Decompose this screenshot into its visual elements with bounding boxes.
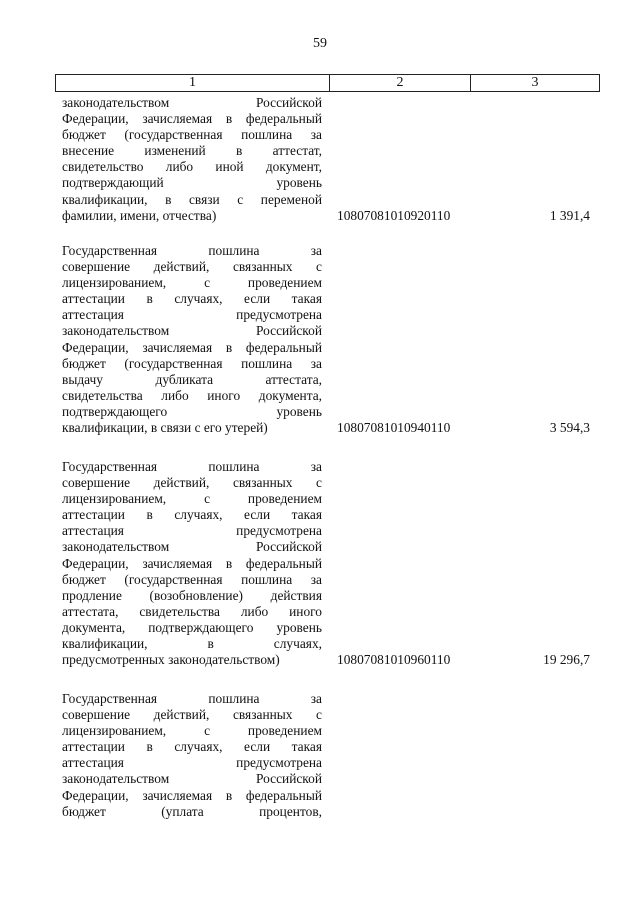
description-line: Федерации, зачисляемая в федеральный (62, 555, 322, 571)
description-line: аттестация предусмотрена (62, 523, 322, 539)
description-line: аттестации в случаях, если такая (62, 739, 322, 755)
description-line: законодательством Российской (62, 95, 322, 110)
description-line: бюджет (уплата процентов, (62, 803, 322, 819)
description-line: аттестация предусмотрена (62, 755, 322, 771)
budget-code: 10807081010960110 (337, 652, 451, 668)
row-description (62, 691, 322, 820)
amount-value: 3 594,3 (549, 420, 590, 436)
description-line: лицензированием, с проведением (62, 275, 322, 291)
budget-code: 10807081010940110 (337, 420, 451, 436)
row-description (62, 243, 322, 436)
budget-code: 10807081010920110 (337, 207, 451, 223)
description-line: документа, подтверждающего уровень (62, 619, 322, 635)
description-line: лицензированием, с проведением (62, 491, 322, 507)
description-line: аттестация предусмотрена (62, 307, 322, 323)
description-line: квалификации, в случаях, (62, 636, 322, 652)
description-line: фамилии, имени, отчества) (62, 207, 217, 223)
description-line: подтверждающий уровень (62, 175, 322, 191)
description-line: Государственная пошлина за (62, 459, 322, 474)
page-number: 59 (313, 36, 327, 51)
description-line: аттестации в случаях, если такая (62, 507, 322, 523)
description-line: совершение действий, связанных с (62, 475, 322, 491)
description-line: предусмотренных законодательством) (62, 652, 280, 668)
description-line: свидетельства либо иного документа, (62, 387, 322, 403)
description-line: квалификации, в связи с его утерей) (62, 420, 268, 436)
description-line: совершение действий, связанных с (62, 707, 322, 723)
description-line: бюджет (государственная пошлина за (62, 355, 322, 371)
column-header-3: 3 (531, 75, 539, 90)
description-line: лицензированием, с проведением (62, 723, 322, 739)
description-line: аттестации в случаях, если такая (62, 291, 322, 307)
amount-value: 1 391,4 (549, 207, 590, 223)
description-line: Федерации, зачисляемая в федеральный (62, 787, 322, 803)
description-line: Государственная пошлина за (62, 691, 322, 706)
description-line: законодательством Российской (62, 323, 322, 339)
description-line: внесение изменений в аттестат, (62, 143, 322, 159)
description-line: Государственная пошлина за (62, 243, 322, 258)
description-line: свидетельство либо иной документ, (62, 159, 322, 175)
description-line: аттестата, свидетельства либо иного (62, 603, 322, 619)
description-line: совершение действий, связанных с (62, 259, 322, 275)
description-line: продление (возобновление) действия (62, 587, 322, 603)
row-description (62, 95, 322, 224)
description-line: законодательством Российской (62, 539, 322, 555)
description-line: Федерации, зачисляемая в федеральный (62, 111, 322, 127)
description-line: бюджет (государственная пошлина за (62, 571, 322, 587)
description-line: законодательством Российской (62, 771, 322, 787)
row-description (62, 459, 322, 668)
amount-value: 19 296,7 (543, 652, 590, 668)
description-line: квалификации, в связи с переменой (62, 191, 322, 207)
description-line: Федерации, зачисляемая в федеральный (62, 339, 322, 355)
description-line: подтверждающего уровень (62, 403, 322, 419)
column-header-2: 2 (330, 75, 471, 91)
column-header-1: 1 (56, 75, 330, 91)
description-line: бюджет (государственная пошлина за (62, 127, 322, 143)
table-header (55, 74, 600, 92)
description-line: выдачу дубликата аттестата, (62, 371, 322, 387)
